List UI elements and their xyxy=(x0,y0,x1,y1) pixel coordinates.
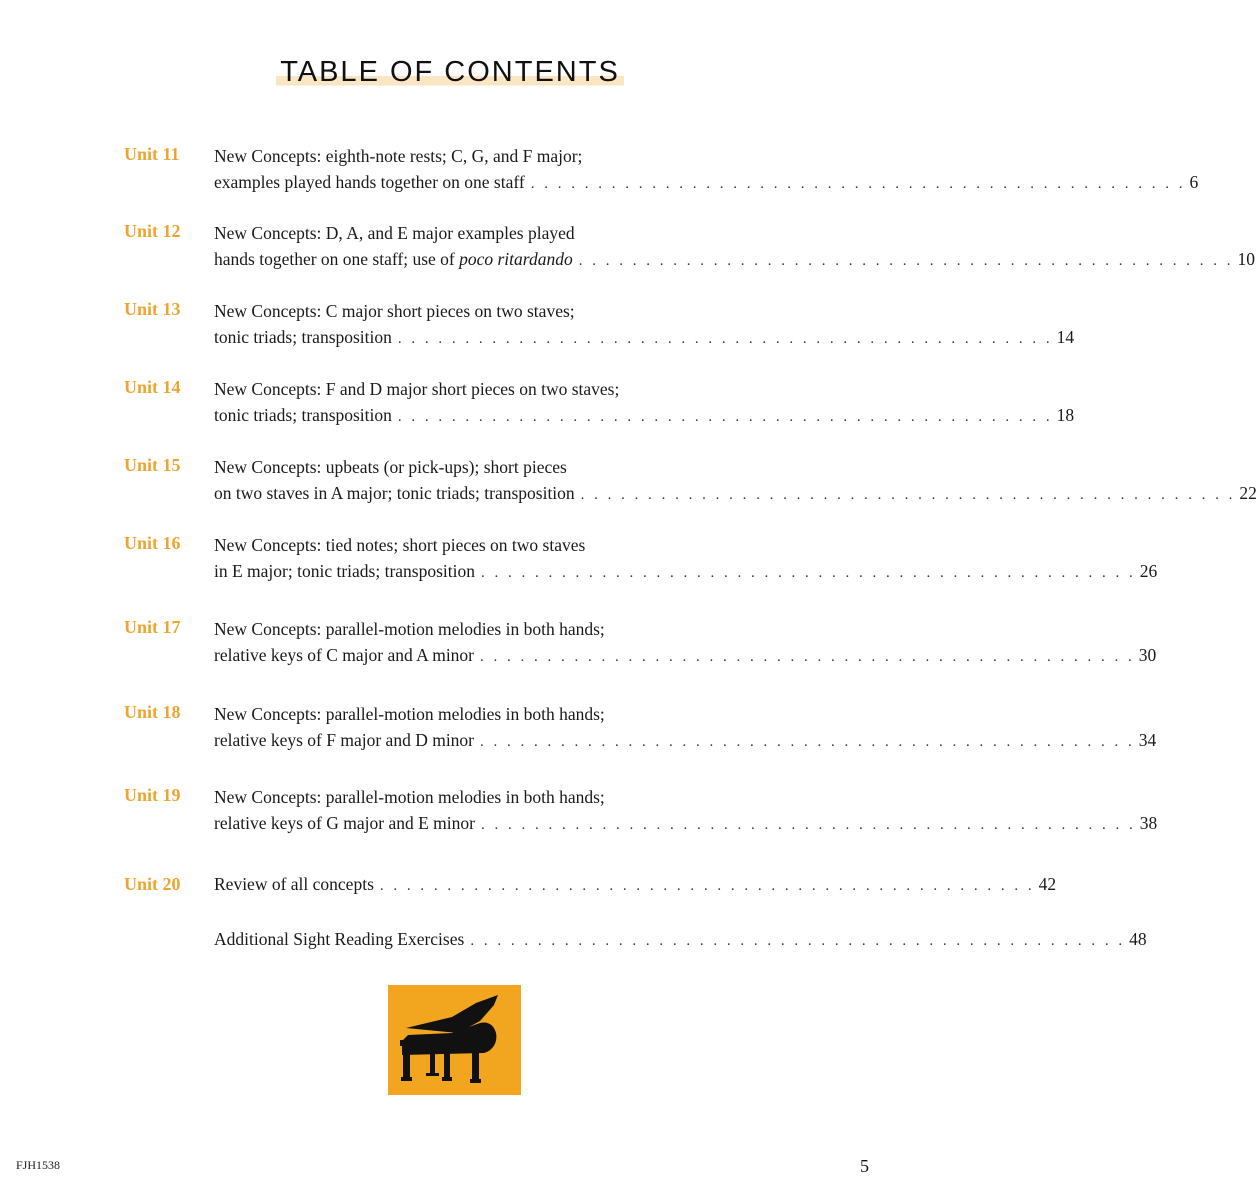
leader-dots: . . . . . . . . . . . . . . . . . . . . . . . . . . . . . . . . . . . . . . . . . . . . . . . . . xyxy=(397,409,1053,425)
page-number-footer: 5 xyxy=(860,1156,869,1176)
entry-description-line2: relative keys of F major and D minor . . . . . . . . . . . . . . . . . . . . . . . . . . . . . . . . . . . . . . . . . . . . . . . . . 34 xyxy=(214,730,1157,750)
entry-description-line1: New Concepts: C major short pieces on two staves; xyxy=(214,301,575,321)
unit-label: Unit 18 xyxy=(124,702,181,722)
unit-label: Unit 12 xyxy=(124,221,181,241)
entry-description-line2: in E major; tonic triads; transposition . . . . . . . . . . . . . . . . . . . . . . . . . . . . . . . . . . . . . . . . . . . . . . . . . 26 xyxy=(214,561,1158,581)
page-number: 22 xyxy=(1239,483,1257,503)
leader-dots: . . . . . . . . . . . . . . . . . . . . . . . . . . . . . . . . . . . . . . . . . . . . . . . . . xyxy=(481,565,1136,581)
unit-label: Unit 17 xyxy=(124,617,181,637)
publication-code: FJH1538 xyxy=(16,1158,61,1172)
leader-dots: . . . . . . . . . . . . . . . . . . . . . . . . . . . . . . . . . . . . . . . . . . . . . . . . . xyxy=(470,933,1126,949)
entry-description-line2: relative keys of C major and A minor . . . . . . . . . . . . . . . . . . . . . . . . . . . . . . . . . . . . . . . . . . . . . . . . . 30 xyxy=(214,645,1157,665)
entry-description: Additional Sight Reading Exercises . . . . . . . . . . . . . . . . . . . . . . . . . . . . . . . . . . . . . . . . . . . . . . . . . 48 xyxy=(214,929,1147,949)
unit-label: Unit 14 xyxy=(124,377,181,397)
leader-dots: . . . . . . . . . . . . . . . . . . . . . . . . . . . . . . . . . . . . . . . . . . . . . . . . . xyxy=(580,487,1236,503)
page-number: 10 xyxy=(1237,249,1255,269)
entry-description-line2: on two staves in A major; tonic triads; transposition . . . . . . . . . . . . . . . . . . . . . . . . . . . . . . . . . . . . . . . . . . . . . . . . . 22 xyxy=(214,483,1257,503)
entry-description-line2: hands together on one staff; use of poco ritardando . . . . . . . . . . . . . . . . . . . . . . . . . . . . . . . . . . . . . . . . . . . . . . . . . 10 xyxy=(214,249,1255,269)
unit-label: Unit 16 xyxy=(124,533,181,553)
entry-description-line2: tonic triads; transposition . . . . . . . . . . . . . . . . . . . . . . . . . . . . . . . . . . . . . . . . . . . . . . . . . 14 xyxy=(214,327,1075,347)
page-title: TABLE OF CONTENTS xyxy=(0,56,900,89)
unit-label: Unit 20 xyxy=(124,874,181,894)
leader-dots: . . . . . . . . . . . . . . . . . . . . . . . . . . . . . . . . . . . . . . . . . . . . . . . . . xyxy=(480,817,1136,833)
page-number: 18 xyxy=(1056,405,1075,425)
entry-description-line2: examples played hands together on one staff . . . . . . . . . . . . . . . . . . . . . . . . . . . . . . . . . . . . . . . . . . . . . . . . . 6 xyxy=(214,172,1199,192)
entry-description-line1: New Concepts: parallel-motion melodies in both hands; xyxy=(214,787,605,807)
entry-description-line1: New Concepts: upbeats (or pick-ups); short pieces xyxy=(214,457,567,477)
page-number: 14 xyxy=(1056,327,1075,347)
leader-dots: . . . . . . . . . . . . . . . . . . . . . . . . . . . . . . . . . . . . . . . . . . . . . . . . . xyxy=(578,253,1234,269)
entry-description-line1: New Concepts: eighth-note rests; C, G, and F major; xyxy=(214,146,583,166)
leader-dots: . . . . . . . . . . . . . . . . . . . . . . . . . . . . . . . . . . . . . . . . . . . . . . . . . xyxy=(530,176,1186,192)
page-number: 26 xyxy=(1139,561,1158,581)
leader-dots: . . . . . . . . . . . . . . . . . . . . . . . . . . . . . . . . . . . . . . . . . . . . . . . . . xyxy=(397,331,1053,347)
piano-logo-box xyxy=(388,985,521,1095)
entry-description-line1: New Concepts: parallel-motion melodies in both hands; xyxy=(214,619,605,639)
entry-description: Review of all concepts . . . . . . . . . . . . . . . . . . . . . . . . . . . . . . . . . . . . . . . . . . . . . . . . . 42 xyxy=(214,874,1057,894)
page-number: 48 xyxy=(1129,929,1147,949)
entry-description-line1: New Concepts: D, A, and E major examples played xyxy=(214,223,575,243)
leader-dots: . . . . . . . . . . . . . . . . . . . . . . . . . . . . . . . . . . . . . . . . . . . . . . . . . xyxy=(379,878,1035,894)
page-number: 6 xyxy=(1189,172,1199,192)
unit-label: Unit 13 xyxy=(124,299,181,319)
entry-description-line1: New Concepts: parallel-motion melodies in both hands; xyxy=(214,704,605,724)
leader-dots: . . . . . . . . . . . . . . . . . . . . . . . . . . . . . . . . . . . . . . . . . . . . . . . . . xyxy=(480,649,1135,665)
entry-description-line2: relative keys of G major and E minor . . . . . . . . . . . . . . . . . . . . . . . . . . . . . . . . . . . . . . . . . . . . . . . . . 38 xyxy=(214,813,1158,833)
grand-piano-icon xyxy=(388,985,521,1095)
entry-description-line1: New Concepts: tied notes; short pieces on two staves xyxy=(214,535,586,555)
unit-label: Unit 15 xyxy=(124,455,181,475)
page-number: 42 xyxy=(1038,874,1057,894)
page-number: 38 xyxy=(1139,813,1158,833)
page-number: 30 xyxy=(1138,645,1157,665)
entry-description-line2: tonic triads; transposition . . . . . . . . . . . . . . . . . . . . . . . . . . . . . . . . . . . . . . . . . . . . . . . . . 18 xyxy=(214,405,1075,425)
unit-label: Unit 11 xyxy=(124,144,180,164)
unit-label: Unit 19 xyxy=(124,785,181,805)
entry-description-line1: New Concepts: F and D major short pieces on two staves; xyxy=(214,379,620,399)
page-number: 34 xyxy=(1138,730,1157,750)
leader-dots: . . . . . . . . . . . . . . . . . . . . . . . . . . . . . . . . . . . . . . . . . . . . . . . . . xyxy=(480,734,1135,750)
